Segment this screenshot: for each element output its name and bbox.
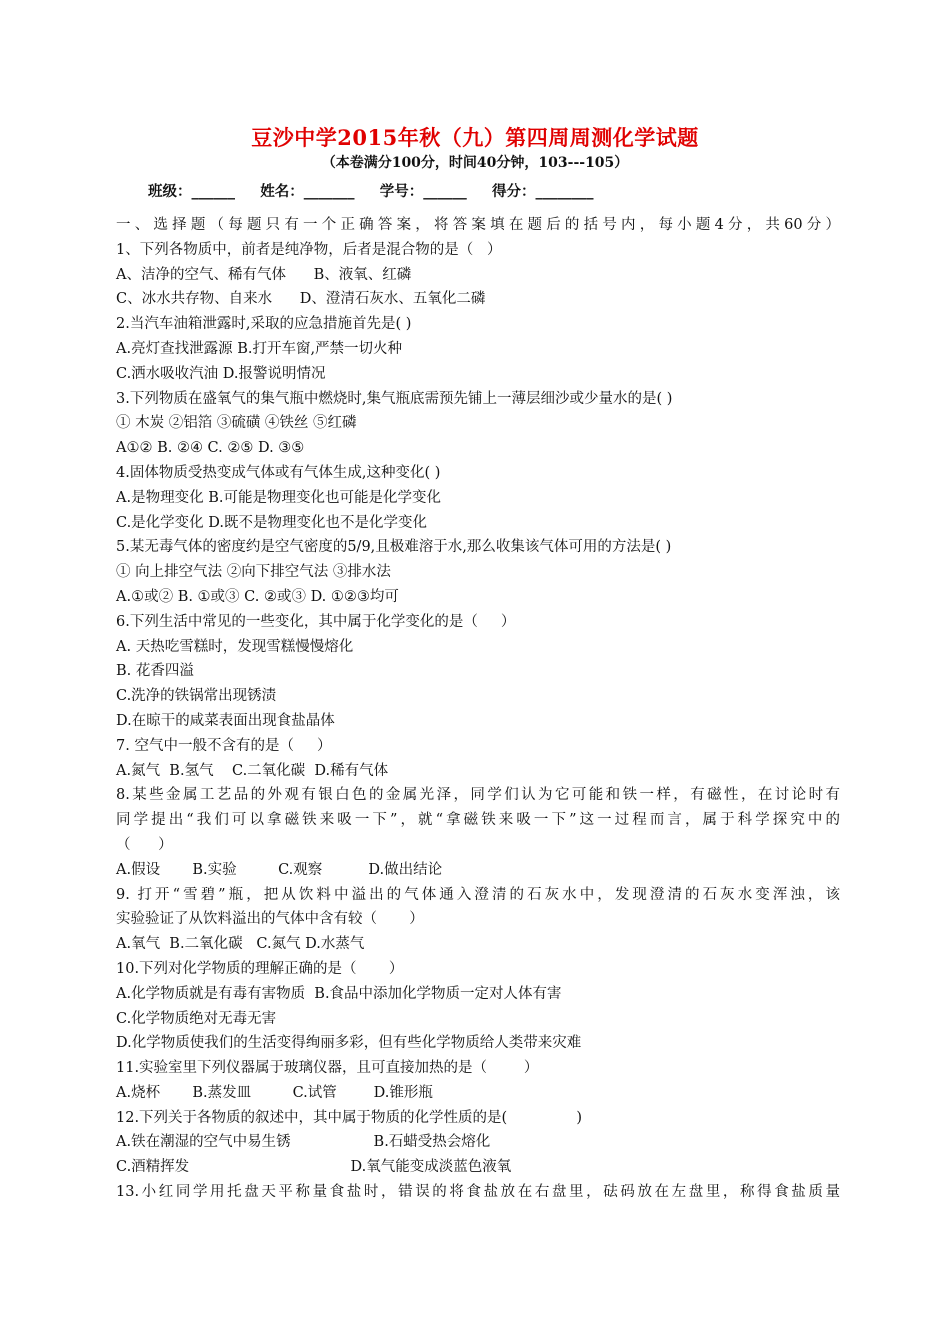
question-4-options-ab: A.是物理变化 B.可能是物理变化也可能是化学变化 <box>116 489 441 506</box>
question-1: 1、下列各物质中，前者是纯净物，后者是混合物的是（ ） <box>116 241 502 258</box>
question-3-items: ① 木炭 ②铝箔 ③硫磺 ④铁丝 ⑤红磷 <box>116 415 357 432</box>
question-3-options: A①② B. ②④ C. ②⑤ D. ③⑤ <box>116 440 305 457</box>
question-8-line-1: 8.某些金属工艺品的外观有银白色的金属光泽，同学们认为它可能和铁一样，有磁性，在讨论时有 <box>116 787 840 804</box>
question-10: 10.下列对化学物质的理解正确的是（ ） <box>116 960 404 977</box>
question-5-items: ① 向上排空气法 ②向下排空气法 ③排水法 <box>116 564 391 581</box>
question-6-option-c: C.洗净的铁锅常出现锈渍 <box>116 688 277 705</box>
question-7-options: A.氮气 B.氢气 C.二氧化碳 D.稀有气体 <box>116 762 389 779</box>
question-2-options-ab: A.亮灯查找泄露源 B.打开车窗,严禁一切火种 <box>116 340 403 357</box>
question-5-options: A.①或② B. ①或③ C. ②或③ D. ①②③均可 <box>116 588 399 605</box>
question-7: 7. 空气中一般不含有的是（ ） <box>116 737 332 754</box>
question-13: 13.小红同学用托盘天平称量食盐时，错误的将食盐放在右盘里，砝码放在左盘里，称得食盐质量 <box>116 1184 840 1201</box>
question-12-options-ab: A.铁在潮湿的空气中易生锈 B.石蜡受热会熔化 <box>116 1134 491 1151</box>
question-6-option-d: D.在晾干的咸菜表面出现食盐晶体 <box>116 712 335 729</box>
question-8-options: A.假设 B.实验 C.观察 D.做出结论 <box>116 861 443 878</box>
question-11-options: A.烧杯 B.蒸发皿 C.试管 D.锥形瓶 <box>116 1084 433 1101</box>
question-10-option-d: D.化学物质使我们的生活变得绚丽多彩，但有些化学物质给人类带来灾难 <box>116 1035 582 1052</box>
question-body <box>116 213 840 1205</box>
question-4: 4.固体物质受热变成气体或有气体生成,这种变化( ) <box>116 464 441 481</box>
question-6: 6.下列生活中常见的一些变化，其中属于化学变化的是（ ） <box>116 613 516 630</box>
question-6-option-b: B. 花香四溢 <box>116 663 194 680</box>
question-9-options: A.氧气 B.二氧化碳 C.氮气 D.水蒸气 <box>116 936 365 953</box>
question-10-option-c: C.化学物质绝对无毒无害 <box>116 1010 277 1027</box>
question-9-line-2: 实验验证了从饮料溢出的气体中含有较（ ） <box>116 911 424 928</box>
section-heading: 一、选择题（每题只有一个正确答案，将答案填在题后的括号内，每小题4分，共60分） <box>116 217 840 233</box>
question-2: 2.当汽车油箱泄露时,采取的应急措施首先是( ) <box>116 316 412 333</box>
question-12: 12.下列关于各物质的叙述中，其中属于物质的化学性质的是( ) <box>116 1109 583 1126</box>
question-10-options-ab: A.化学物质就是有毒有害物质 B.食品中添加化学物质一定对人体有害 <box>116 985 562 1002</box>
page-title: 豆沙中学2015年秋（九）第四周周测化学试题 <box>251 125 699 150</box>
question-11: 11.实验室里下列仪器属于玻璃仪器，且可直接加热的是（ ） <box>116 1060 539 1077</box>
question-9-line-1: 9. 打开“雪碧”瓶，把从饮料中溢出的气体通入澄清的石灰水中，发现澄清的石灰水变浑浊，该 <box>116 886 840 903</box>
student-info-line: 班级：______ 姓名：_______ 学号：______ 得分：________ <box>148 183 594 200</box>
question-2-options-cd: C.洒水吸收汽油 D.报警说明情况 <box>116 365 326 382</box>
question-8-line-2: 同学提出“我们可以拿磁铁来吸一下”，就“拿磁铁来吸一下”这一过程而言，属于科学探究中的 <box>116 812 840 829</box>
question-8-blank: （ ） <box>116 836 173 853</box>
page-subtitle: （本卷满分100分，时间40分钟，103---105） <box>321 155 629 171</box>
question-1-options-ab: A、洁净的空气、稀有气体 B、液氧、红磷 <box>116 266 412 283</box>
question-12-options-cd: C.酒精挥发 D.氧气能变成淡蓝色液氧 <box>116 1159 512 1176</box>
question-5: 5.某无毒气体的密度约是空气密度的5/9,且极难溶于水,那么收集该气体可用的方法是( ) <box>116 539 672 556</box>
question-3: 3.下列物质在盛氧气的集气瓶中燃烧时,集气瓶底需预先铺上一薄层细沙或少量水的是( ) <box>116 390 673 407</box>
question-1-options-cd: C、冰水共存物、自来水 D、澄清石灰水、五氧化二磷 <box>116 291 486 308</box>
question-4-options-cd: C.是化学变化 D.既不是物理变化也不是化学变化 <box>116 514 428 531</box>
question-6-option-a: A. 天热吃雪糕时，发现雪糕慢慢熔化 <box>116 638 354 655</box>
